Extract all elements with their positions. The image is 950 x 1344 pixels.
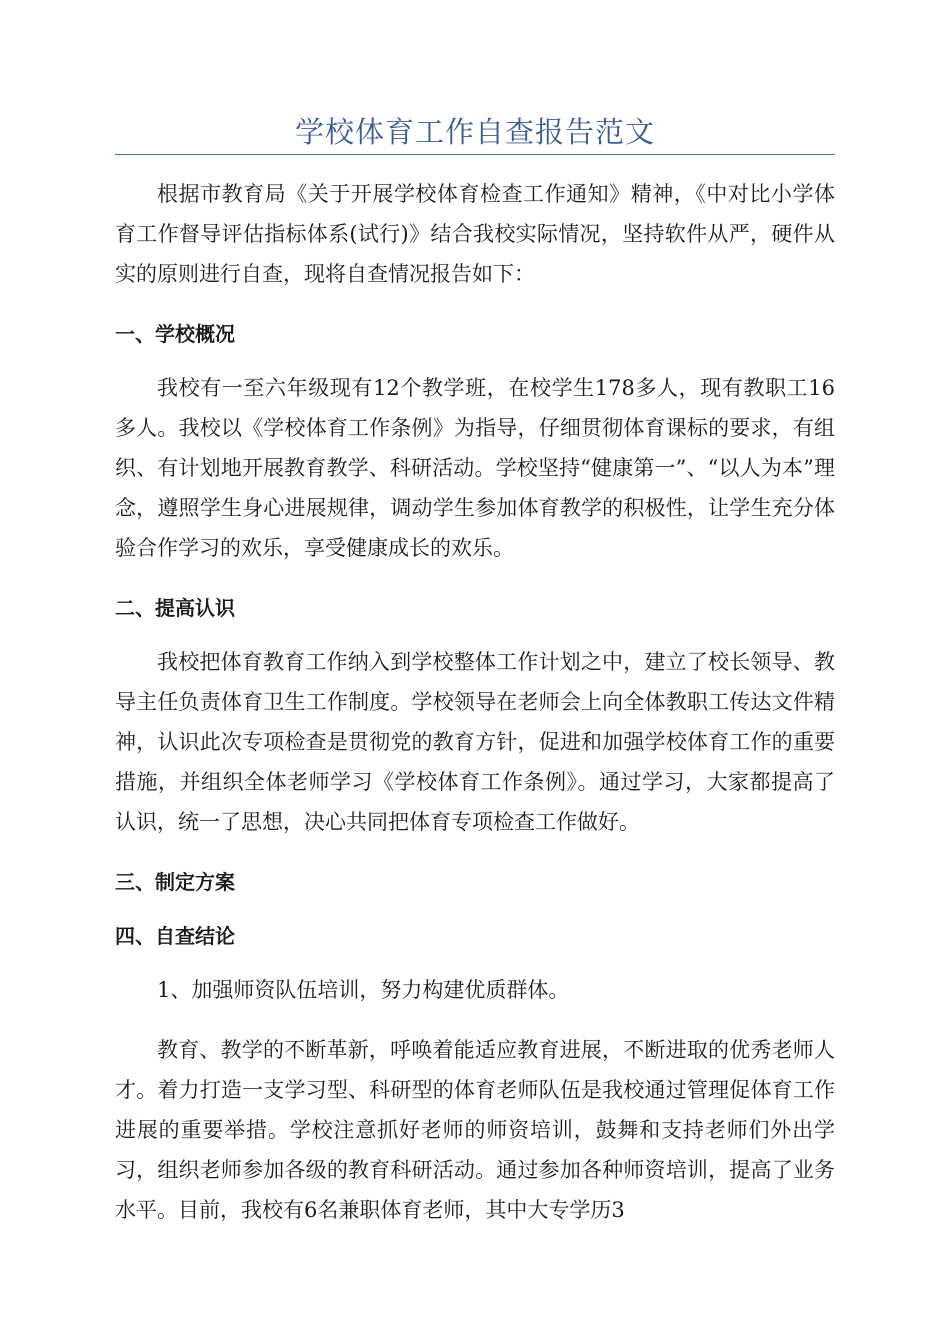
overview-paragraph: 我校有一至六年级现有12个教学班，在校学生178多人，现有教职工16多人。我校以《学校体育工作条例》为指导，仔细贯彻体育课标的要求，有组织、有计划地开展教育教学、科研活动。学校坚持“健康第一”、“以人为本”理念，遵照学生身心进展规律，调动学生参加体育教学的积极性，让学生充分体验合作学习的欢乐，享受健康成长的欢乐。 [115,376,835,560]
section-heading-awareness: 二、提高认识 [115,596,235,620]
document-body [115,174,835,1250]
document-title: 学校体育工作自查报告范文 [294,115,655,149]
title-underline [115,154,835,155]
awareness-paragraph: 我校把体育教育工作纳入到学校整体工作计划之中，建立了校长领导、教导主任负责体育卫生工作制度。学校领导在老师会上向全体教职工传达文件精神，认识此次专项检查是贯彻党的教育方针，促进和加强学校体育工作的重要措施，并组织全体老师学习《学校体育工作条例》。通过学习，大家都提高了认识，统一了思想，决心共同把体育专项检查工作做好。 [115,650,835,834]
conclusion-item-1: 1、加强师资队伍培训，努力构建优质群体。 [157,978,570,1002]
section-heading-plan: 三、制定方案 [115,870,235,894]
section-heading-conclusion: 四、自查结论 [115,924,235,948]
intro-paragraph: 根据市教育局《关于开展学校体育检查工作通知》精神，《中对比小学体育工作督导评估指标体系(试行)》结合我校实际情况，坚持软件从严，硬件从实的原则进行自查，现将自查情况报告如下： [115,182,835,286]
training-paragraph: 教育、教学的不断革新，呼唤着能适应教育进展，不断进取的优秀老师人才。着力打造一支学习型、科研型的体育老师队伍是我校通过管理促体育工作进展的重要举措。学校注意抓好老师的师资培训，鼓舞和支持老师们外出学习，组织老师参加各级的教育科研活动。通过参加各种师资培训，提高了业务水平。目前，我校有6名兼职体育老师，其中大专学历3 [115,1038,835,1222]
section-heading-overview: 一、学校概况 [115,322,235,346]
